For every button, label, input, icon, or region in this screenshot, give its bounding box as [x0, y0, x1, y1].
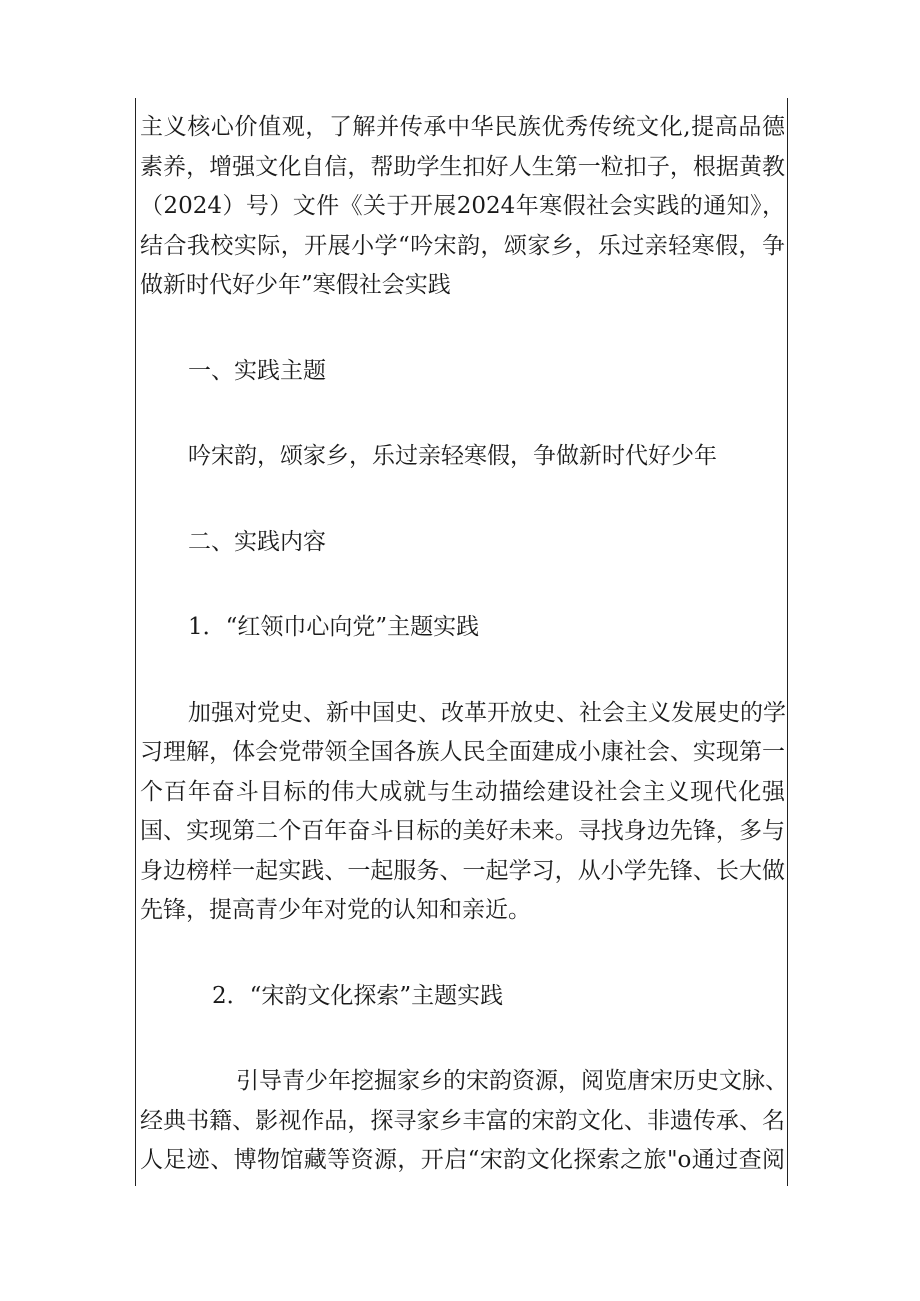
text-line: 经典书籍、影视作品，探寻家乡丰富的宋韵文化、非遗传承、名 [140, 1107, 785, 1134]
item2-paragraph [140, 1062, 788, 1181]
text-line: 主义核心价值观，了解并传承中华民族优秀传统文化,提高品德 [140, 114, 785, 140]
text-line: 先锋，提高青少年对党的认知和亲近。 [140, 897, 531, 923]
document-body [140, 108, 788, 1181]
intro-paragraph [140, 108, 785, 306]
text-line: 国、实现第二个百年奋斗目标的美好未来。寻找身边先锋，多与 [140, 818, 785, 844]
text-line: 引导青少年挖掘家乡的宋韵资源，阅览唐宋历史文脉、 [236, 1068, 788, 1094]
theme-text: 吟宋韵，颂家乡，乐过亲轻寒假，争做新时代好少年 [188, 443, 717, 469]
text-line: 素养，增强文化自信，帮助学生扣好人生第一粒扣子，根据黄教 [140, 153, 785, 180]
item-heading-2: 2．“宋韵文化探索”主题实践 [212, 982, 504, 1009]
text-line: 结合我校实际，开展小学“吟宋韵，颂家乡，乐过亲轻寒假，争 [140, 232, 785, 259]
text-line: 个百年奋斗目标的伟大成就与生动描绘建设社会主义现代化强 [140, 778, 785, 805]
text-line: 人足迹、博物馆藏等资源，开启“宋韵文化探索之旅"o通过查阅 [140, 1147, 785, 1173]
item1-paragraph [140, 694, 785, 931]
text-line: 身边榜样一起实践、一起服务、一起学习，从小学先锋、长大做 [140, 857, 785, 884]
table-border-left [135, 98, 136, 1186]
table-border-right [787, 98, 788, 1186]
item-heading-1: 1．“红领巾心向党”主题实践 [188, 614, 480, 640]
text-line: 习理解，体会党带领全国各族人民全面建成小康社会、实现第一 [140, 739, 785, 765]
text-line: 做新时代好少年”寒假社会实践 [140, 272, 451, 298]
text-line: 加强对党史、新中国史、改革开放史、社会主义发展史的学 [188, 699, 786, 726]
section-heading-content: 二、实践内容 [188, 528, 326, 555]
text-line: （2024）号）文件《关于开展2024年寒假社会实践的通知》， [140, 193, 785, 219]
section-heading-theme: 一、实践主题 [188, 357, 326, 384]
